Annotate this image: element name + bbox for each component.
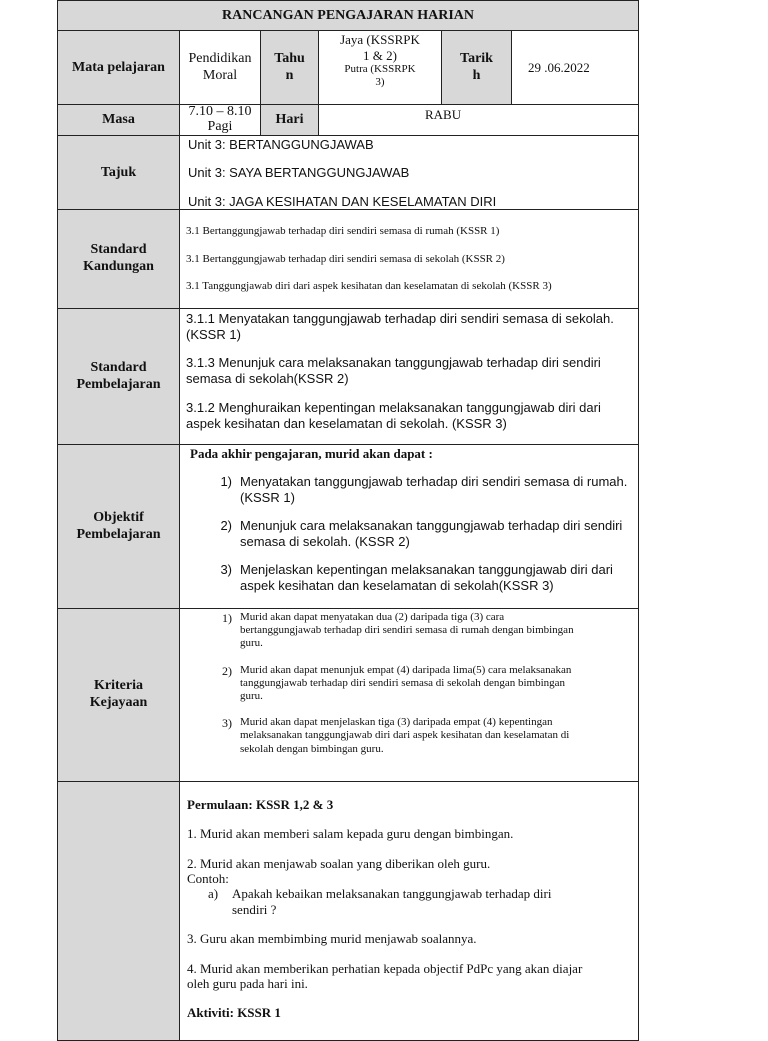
kriteria-num-3: 3) <box>222 716 232 731</box>
label-time-text: Masa <box>102 112 135 127</box>
sp-item-2-line-1: 3.1.3 Menunjuk cara melaksanakan tanggungjawab terhadap diri sendiri <box>186 355 601 370</box>
kriteria-1-line-3: guru. <box>240 637 263 650</box>
objektif-item-3 <box>184 562 634 593</box>
label-obj-line-2: Pembelajaran <box>76 526 161 542</box>
label-subject-text: Mata pelajaran <box>72 59 165 75</box>
aktiviti-sub-line-1: Apakah kebaikan melaksanakan tanggungjawab terhadap diri <box>232 886 552 901</box>
objektif-1-line-1: Menyatakan tanggungjawab terhadap diri sendiri semasa di rumah. <box>240 474 628 489</box>
time-line-1: 7.10 – 8.10 <box>188 104 252 120</box>
standard-pembelajaran-content <box>179 308 639 445</box>
aktiviti-p4-line-1: 4. Murid akan memberikan perhatian kepada objectif PdPc yang akan diajar <box>187 961 583 976</box>
date-value <box>511 30 639 105</box>
time-line-2: Pagi <box>207 119 233 134</box>
kriteria-item-2 <box>184 664 636 704</box>
tajuk-line-2: Unit 3: SAYA BERTANGGUNGJAWAB <box>188 165 410 180</box>
label-date <box>441 30 512 105</box>
label-obj-line-1: Objektif <box>93 509 144 525</box>
objektif-3-line-1: Menjelaskan kepentingan melaksanakan tanggungjawab diri dari <box>240 562 613 578</box>
label-tajuk <box>57 135 180 210</box>
sk-item-3: 3.1 Tanggungjawab diri dari aspek kesihatan dan keselamatan di sekolah (KSSR 3) <box>186 280 552 292</box>
kriteria-1-line-1: Murid akan dapat menyatakan dua (2) daripada tiga (3) cara <box>240 611 505 623</box>
objektif-intro: Pada akhir pengajaran, murid akan dapat : <box>190 446 433 461</box>
subject-value-text: Pendidikan Moral <box>188 50 252 83</box>
year-value <box>318 30 442 105</box>
time-value <box>179 104 261 136</box>
sk-item-1: 3.1 Bertanggungjawab terhadap diri sendiri semasa di rumah (KSSR 1) <box>186 225 500 237</box>
objektif-content <box>179 444 639 609</box>
sp-item-3-line-2: aspek kesihatan dan keselamatan di sekolah. (KSSR 3) <box>186 415 507 431</box>
kriteria-3-line-2: melaksanakan tanggungjawab diri dari aspek kesihatan dan keselamatan di <box>240 729 570 742</box>
label-tajuk-text: Tajuk <box>100 164 137 180</box>
kriteria-item-1 <box>184 611 636 651</box>
sp-item-1-line-1: 3.1.1 Menyatakan tanggungjawab terhadap diri sendiri semasa di sekolah. <box>186 311 614 326</box>
lesson-plan-sheet <box>57 0 639 1024</box>
objektif-2-line-1: Menunjuk cara melaksanakan tanggungjawab terhadap diri sendiri <box>240 518 623 534</box>
aktiviti-content <box>179 781 639 1041</box>
label-objektif <box>57 444 180 609</box>
year-line-2: 1 & 2) <box>363 47 397 63</box>
objektif-3-line-2: aspek kesihatan dan keselamatan di sekolah(KSSR 3) <box>240 577 554 593</box>
label-sp-line-2: Pembelajaran <box>76 376 161 392</box>
year-line-1: Jaya (KSSRPK <box>340 32 420 47</box>
label-kk-line-2: Kejayaan <box>89 695 148 710</box>
aktiviti-heading-2: Aktiviti: KSSR 1 <box>187 1005 281 1020</box>
kriteria-num-2: 2) <box>222 663 232 678</box>
label-kk-line-1: Kriteria <box>94 678 143 694</box>
kriteria-1-line-2: bertanggungjawab terhadap diri sendiri semasa di rumah dengan bimbingan <box>240 624 574 637</box>
sp-item-3-line-1: 3.1.2 Menghuraikan kepentingan melaksanakan tanggungjawab diri dari <box>186 400 601 415</box>
kriteria-num-1: 1) <box>222 611 232 625</box>
kriteria-2-line-1: Murid akan dapat menunjuk empat (4) daripada lima(5) cara melaksanakan <box>240 663 572 676</box>
day-value <box>318 104 639 136</box>
date-value-text: 29 .06.2022 <box>528 59 590 75</box>
label-time <box>57 104 180 136</box>
standard-kandungan-content <box>179 209 639 309</box>
label-day <box>260 104 319 136</box>
aktiviti-heading: Permulaan: KSSR 1,2 & 3 <box>187 797 334 812</box>
label-subject <box>57 30 180 105</box>
aktiviti-p4-line-2: oleh guru pada hari ini. <box>187 976 308 991</box>
aktiviti-contoh: Contoh: <box>187 871 229 886</box>
objektif-item-1 <box>184 474 634 505</box>
label-day-text: Hari <box>275 112 304 127</box>
kriteria-item-3 <box>184 716 636 756</box>
year-line-3: Putra (KSSRPK <box>344 63 416 76</box>
label-sk-line-2: Kandungan <box>83 259 154 274</box>
aktiviti-p3: 3. Guru akan membimbing murid menjawab soalannya. <box>187 931 477 946</box>
objektif-2-line-2: semasa di sekolah. (KSSR 2) <box>240 533 410 549</box>
label-kriteria <box>57 608 180 782</box>
tajuk-line-3: Unit 3: JAGA KESIHATAN DAN KESELAMATAN DIRI <box>188 194 497 209</box>
label-standard-pembelajaran <box>57 308 180 445</box>
label-sp-line-1: Standard <box>90 359 147 375</box>
document-title <box>57 0 639 31</box>
document-title-text: RANCANGAN PENGAJARAN HARIAN <box>222 7 474 23</box>
sk-item-2: 3.1 Bertanggungjawab terhadap diri sendiri semasa di sekolah (KSSR 2) <box>186 253 505 265</box>
sp-item-2-line-2: semasa di sekolah(KSSR 2) <box>186 370 349 386</box>
kriteria-3-line-3: sekolah dengan bimbingan guru. <box>240 742 384 755</box>
label-sk-line-1: Standard <box>90 242 147 258</box>
label-year-text: Tahun <box>274 50 305 83</box>
tajuk-line-1: Unit 3: BERTANGGUNGJAWAB <box>188 137 374 152</box>
tajuk-content <box>179 135 639 210</box>
objektif-list <box>184 474 634 594</box>
sp-item-2 <box>186 355 601 386</box>
kriteria-content <box>179 608 639 782</box>
aktiviti-p2: 2. Murid akan menjawab soalan yang diberikan oleh guru. <box>187 856 491 871</box>
label-date-text: Tarikh <box>460 50 493 83</box>
kriteria-list <box>184 611 636 756</box>
objektif-1-line-2: (KSSR 1) <box>240 489 295 505</box>
aktiviti-p1: 1. Murid akan memberi salam kepada guru dengan bimbingan. <box>187 826 514 841</box>
day-value-text: RABU <box>425 107 462 122</box>
objektif-num-1: 1) <box>220 474 232 489</box>
year-line-4: 3) <box>375 76 385 89</box>
kriteria-3-line-1: Murid akan dapat menjelaskan tiga (3) daripada empat (4) kepentingan <box>240 716 553 729</box>
aktiviti-sub-num: a) <box>208 886 219 901</box>
objektif-item-2 <box>184 518 634 549</box>
kriteria-2-line-3: guru. <box>240 689 263 702</box>
kriteria-2-line-2: tanggungjawab terhadap diri sendiri semasa di sekolah dengan bimbingan <box>240 676 566 689</box>
sp-item-1-line-2: (KSSR 1) <box>186 326 241 342</box>
objektif-num-2: 2) <box>220 518 232 534</box>
aktiviti-sub-item <box>208 886 551 917</box>
sp-item-3 <box>186 400 601 431</box>
label-standard-kandungan <box>57 209 180 309</box>
sp-item-1 <box>186 311 614 342</box>
label-aktiviti-empty <box>57 781 180 1041</box>
aktiviti-sub-line-2: sendiri ? <box>232 901 277 917</box>
label-year <box>260 30 319 105</box>
subject-value <box>179 30 261 105</box>
objektif-num-3: 3) <box>220 562 232 578</box>
